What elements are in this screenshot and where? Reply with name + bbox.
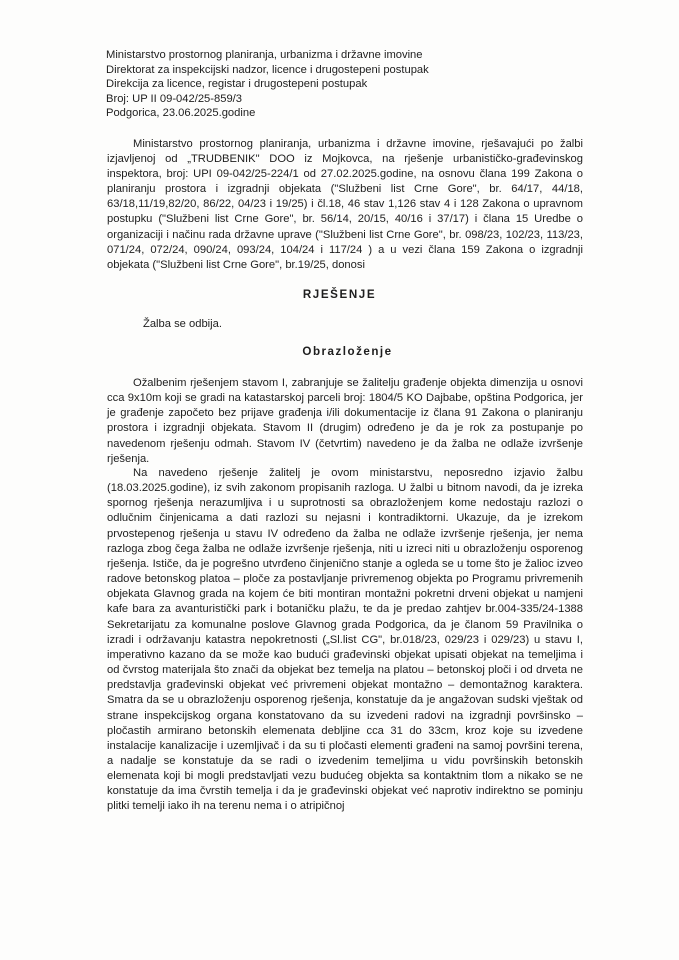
- intro-paragraph: Ministarstvo prostornog planiranja, urbanizma i državne imovine, rješavajući po žalbi izjavljenoj od „TRUDBENIK" DOO iz Mojkovca, na rješenje urbanističko-građevinskog inspektora, broj: UPI 09-042/25-224/1 od 27.02.2025.godine, na osnovu člana 199 Zakona o planiranju prostora i izgradnji objekata ("Službeni list Crne Gore", br. 64/17, 44/18, 63/18,11/19,82/20, 86/22, 04/23 i 19/25) i čl.18, 46 stav 1,126 stav 4 i 128 Zakona o upravnom postupku ("Službeni list Crne Gore", br. 56/14, 20/15, 40/16 i 37/17) i člana 15 Uredbe o organizaciji i načinu rada državne uprave ("Službeni list Crne Gore", br. 098/23, 102/23, 113/23, 071/24, 072/24, 090/24, 093/24, 104/24 i 117/24 ) a u vezi člana 159 Zakona o izgradnji objekata ("Službeni list Crne Gore", br.19/25, donosi: [107, 138, 583, 271]
- letterhead: [106, 48, 429, 121]
- department-name: Direkcija za licence, registar i drugostepeni postupak: [106, 78, 368, 91]
- ministry-name: Ministarstvo prostornog planiranja, urbanizma i državne imovine: [106, 49, 423, 61]
- document-date: Podgorica, 23.06.2025.godine: [106, 107, 256, 120]
- reference-number: Broj: UP II 09-042/25-859/3: [106, 92, 242, 105]
- decision-heading: RJEŠENJE: [302, 288, 377, 301]
- directorate-name: Direktorat za inspekcijski nadzor, licence i drugostepeni postupak: [106, 63, 429, 76]
- reasoning-heading: Obrazloženje: [302, 345, 393, 358]
- reasoning-paragraph-2: Na navedeno rješenje žalitelj je ovom ministarstvu, neposredno izjavio žalbu (18.03.2025.godine), iz svih zakonom propisanih razloga. U žalbi u bitnom navodi, da je izreka spornog rješenja nerazumljiva i u suprotnosti sa obrazloženjem kome nedostaju razlozi o odlučnim činjenicama a dati razlozi su nejasni i kontradiktorni. Ukazuje, da je izrekom prvostepenog rješenja u stavu IV određeno da žalba ne odlaže izvršenje rješenja, jer nema razloga zbog čega žalba ne odlaže izvršenje rješenja, niti u izreci niti u obrazloženju osporenog rješenja. Ističe, da je pogrešno utvrđeno činjenično stanje a ogleda se u tome što je žalioc izveo radove betonskog platoa – ploče za postavljanje privremenog objekta po Programu privremenih objekata Glavnog grada na kojem će biti montiran montažni pokretni drveni objekat u namjeni kafe bara za avanturistički park i botaničku plažu, te da je predao zahtjev br.004-335/24-1388 Sekretarijatu za komunalne poslove Glavnog grada Podgorica, da je članom 59 Pravilnika o izradi i održavanju katastra nepokretnosti („Sl.list CG", br.018/23, 029/23 i 029/23) u stavu I, imperativno kazano da se može kao budući građevinski objekat upisati objekat na temeljima i od čvrstog materijala što znači da objekat bez temelja na platou – betonskoj ploči i od drveta ne predstavlja građevinski objekat već privremeni objekat montažno – demontažnog karaktera. Smatra da se u obrazloženju osporenog rješenja, konstatuje da je angažovan sudski vještak od strane inspekcijskog organa konstatovano da su izvedeni radovi na izgradnji površinsko – pločastih armirano betonskih elemenata debljine cca 31 do 33cm, kroz koje su izvedene instalacije kanalizacije i uzemljivač i da su ti pločasti elementi građeni na samoj površini terena, a nadalje se konstatuje da se radi o izvedenim temeljima u vidu površinskih betonskih elemenata koji bi mogli predstavljati vezu budućeg objekta sa kontaktnim tlom a nikako se ne konstatuje da ima čvrstih temelja i da je građevinski objekat već naprotiv indirektno se pominju plitki temelji iako ih na terenu nema i o atripičnoj: [107, 467, 583, 813]
- reasoning-paragraph-1: Ožalbenim rješenjem stavom I, zabranjuje se žalitelju građenje objekta dimenzija u osnovi cca 9x10m koji se gradi na katastarskoj parceli broj: 1804/5 KO Dajbabe, opština Podgorica, jer je građenje započeto bez prijave građenja i/ili dokumentacije iz člana 91 Zakona o planiranju prostora i izgradnji objekata. Stavom II (drugim) određeno je da je rok za postupanje po navedenom rješenju odmah. Stavom IV (četvrtim) navedeno je da žalba ne odlaže izvršenje rješenja.: [107, 377, 583, 465]
- decision-text: Žalba se odbija.: [143, 318, 222, 330]
